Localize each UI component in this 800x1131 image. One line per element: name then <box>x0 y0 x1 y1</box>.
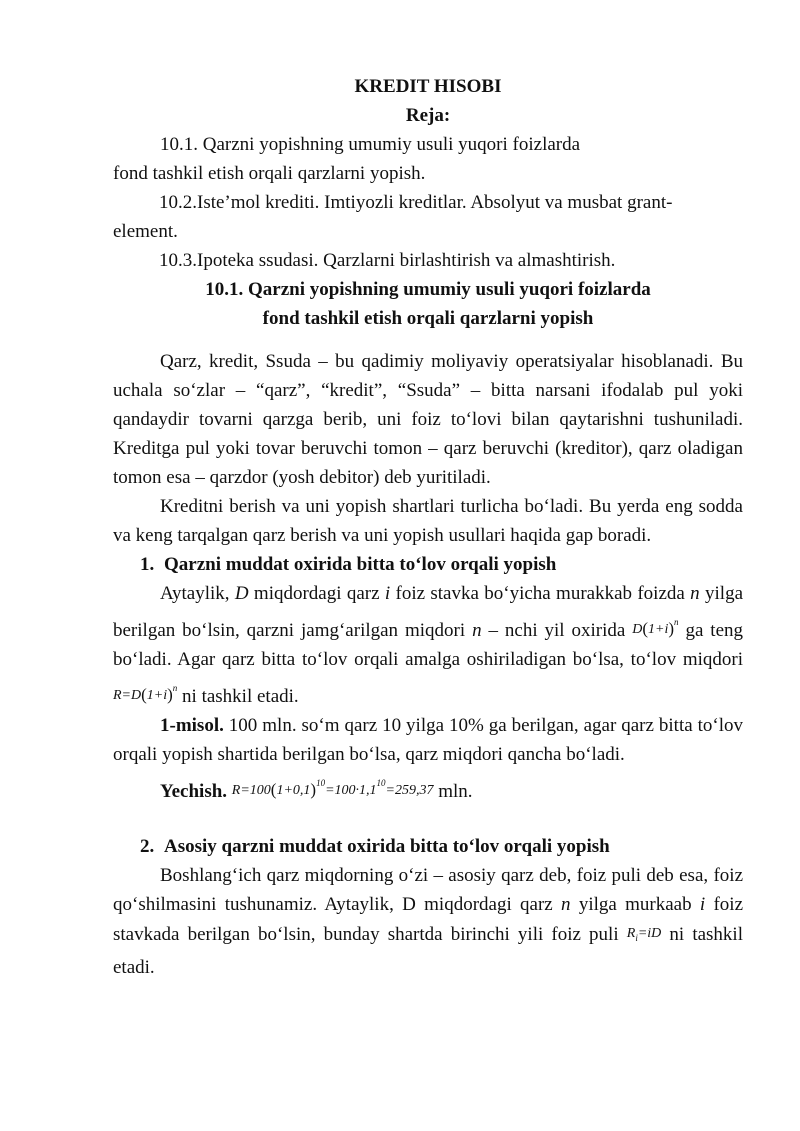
plan-list <box>113 130 743 275</box>
plan-item: 10.2.Iste’mol krediti. Imtiyozli kreditlar. Absolyut va musbat grant- element. <box>113 192 673 242</box>
paragraph-3: Aytaylik, D miqdordagi qarz i foiz stavka bo‘yicha murakkab foizda n yilga berilgan bo‘lsin, qarzni jamg‘arilgan miqdori n – nchi yil oxirida $D(1+i)^n$ ga teng bo‘ladi. Agar qarz bitta to‘lov orqali amalga oshiriladigan bo‘lsa, to‘lov miqdori $R=D(1+i)^n$ ni tashkil etadi. <box>113 583 744 707</box>
formula-payment: $R=D(1+i)^n$ <box>113 683 178 704</box>
paragraph-4: Boshlang‘ich qarz miqdorning o‘zi – asosiy qarz deb, foiz puli deb esa, foiz qo‘shilmasini tushunamiz. Aytaylik, D miqdordagi qarz n yilga murkaab i foiz stavkada berilgan bo‘lsin, bunday shartda birinchi yili foiz puli $R_i=iD$ ni tashkil etadi. <box>113 865 744 978</box>
list-item-1: 1. Qarzni muddat oxirida bitta to‘lov orqali yopish <box>140 554 557 575</box>
plan-item: 10.1. Qarzni yopishning umumiy usuli yuqori foizlarda fond tashkil etish orqali qarzlarni yopish. <box>113 134 581 184</box>
formula-accumulated: $D(1+i)^n$ <box>632 617 679 638</box>
paragraph-2: Kreditni berish va uni yopish shartlari turlicha bo‘ladi. Bu yerda eng sodda va keng tarqalgan qarz berish va uni yopish usullari haqida gap boradi. <box>113 496 743 546</box>
paragraph-1: Qarz, kredit, Ssuda – bu qadimiy moliyaviy operatsiyalar hisoblanadi. Bu uchala so‘zlar – “qarz”, “kredit”, “Ssuda” – bitta narsani ifodalab pul yoki qandaydir tovarni qarzga berib, uni foiz to‘lovi bilan qaytarishni tushuniladi. Kreditga pul yoki tovar beruvchi tomon – qarz beruvchi (kreditor), qarz oladigan tomon esa – qarzdor (yosh debitor) deb yuritiladi. <box>113 351 743 488</box>
example-1: 1-misol. 100 mln. so‘m qarz 10 yilga 10% ga berilgan, agar qarz bitta to‘lov orqali yopish shartida berilgan bo‘lsa, qarz miqdori qancha bo‘ladi. <box>113 715 743 765</box>
document-title: KREDIT HISOBI <box>354 76 502 97</box>
document-page <box>113 72 743 982</box>
formula-interest: $R_i=iD$ <box>626 926 662 943</box>
section-heading: 10.1. Qarzni yopishning umumiy usuli yuqori foizlarda fond tashkil etish orqali qarzlarni yopish <box>205 279 651 329</box>
list-item-2: 2. Asosiy qarzni muddat oxirida bitta to‘lov orqali yopish <box>140 836 610 857</box>
formula-solution: $R=100(1+0,1)^{10}=100\cdot 1,1^{10}=259,37$ <box>231 778 434 799</box>
solution-1: Yechish. $R=100(1+0,1)^{10}=100\cdot 1,1^{10}=259,37$ mln. <box>160 778 473 802</box>
plan-item: 10.3.Ipoteka ssudasi. Qarzlarni birlashtirish va almashtirish. <box>159 250 616 271</box>
plan-heading: Reja: <box>405 105 451 126</box>
